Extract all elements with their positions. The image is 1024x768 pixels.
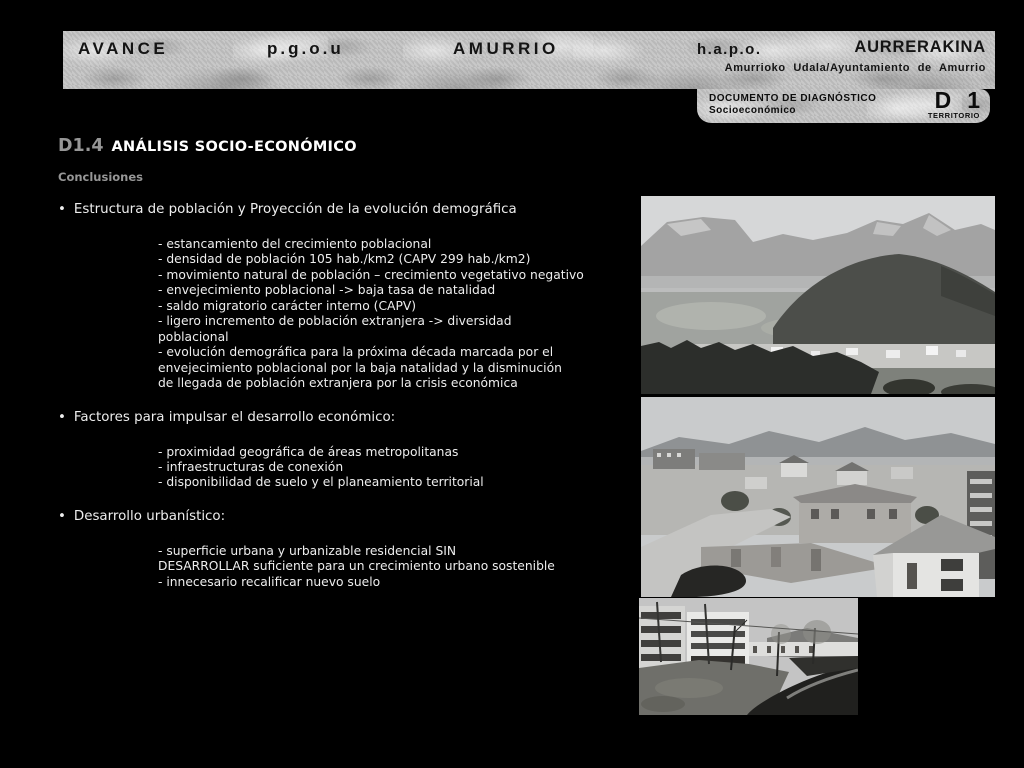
document-tag-text — [709, 93, 876, 117]
document-tag-line1: DOCUMENTO DE DIAGNÓSTICO — [709, 93, 877, 104]
bullet-text: Desarrollo urbanístico: — [73, 508, 226, 524]
detail-line: - estancamiento del crecimiento poblacional — [158, 237, 432, 251]
detail-line: - evolución demográfica para la próxima década marcada por el — [158, 345, 554, 360]
page-title — [58, 136, 357, 156]
banner-subtitle: Amurrioko Udala/Ayuntamiento de Amurrio — [724, 62, 986, 74]
document-code-letter: D — [934, 87, 952, 113]
photo-town-aerial — [641, 397, 995, 597]
detail-line: - densidad de población 105 hab./km2 (CAPV 299 hab./km2) — [158, 252, 531, 267]
detail-line: - movimiento natural de población – crecimiento vegetativo negativo — [158, 267, 584, 282]
bullet-details — [158, 237, 643, 392]
document-code-number: 1 — [967, 87, 980, 113]
photo-valley-panorama — [641, 196, 995, 394]
detail-line: - disponibilidad de suelo y el planeamiento territorial — [158, 475, 484, 490]
bullet-icon: • — [58, 409, 66, 425]
detail-line: DESARROLLAR suficiente para un crecimiento urbano sostenible — [158, 559, 555, 574]
detail-line: envejecimiento poblacional por la baja natalidad y la disminución — [158, 360, 562, 375]
banner-label-aurrerakina: AURRERAKINA — [854, 38, 986, 56]
subsection-title: Conclusiones — [58, 170, 143, 184]
document-code-caption: TERRITORIO — [927, 111, 980, 120]
detail-line: - innecesario recalificar nuevo suelo — [158, 574, 381, 589]
bullet-section-demografia — [58, 201, 643, 392]
bullet-details — [158, 445, 643, 491]
photo-river-buildings — [639, 598, 858, 715]
header-banner — [63, 31, 995, 89]
bullet-section-factores — [58, 409, 643, 491]
bullet-section-urbanistico — [58, 508, 643, 590]
bullet-heading — [58, 201, 643, 218]
town-aerial-image — [641, 397, 995, 597]
banner-label-avance: AVANCE — [78, 39, 169, 58]
river-buildings-image — [639, 598, 858, 715]
banner-label-pgou: p.g.o.u — [267, 39, 344, 58]
conclusions-content — [58, 201, 643, 607]
valley-panorama-image — [641, 196, 995, 394]
bullet-text: Estructura de población y Proyección de la evolución demográfica — [73, 202, 517, 217]
document-tag-line2: Socioeconómico — [709, 105, 797, 116]
bullet-text: Factores para impulsar el desarrollo económico: — [73, 409, 396, 425]
detail-line: de llegada de población extranjera por la crisis económica — [158, 376, 518, 391]
banner-label-amurrio: AMURRIO — [453, 39, 559, 58]
banner-label-hapo: h.a.p.o. — [697, 41, 762, 58]
section-code: D1.4 — [58, 136, 104, 156]
section-title: ANÁLISIS SOCIO-ECONÓMICO — [111, 139, 357, 155]
detail-line: - ligero incremento de población extranjera -> diversidad — [158, 314, 512, 329]
bullet-heading — [58, 409, 643, 426]
bullet-icon: • — [58, 202, 66, 217]
detail-line: - infraestructuras de conexión — [158, 459, 344, 474]
document-tag — [697, 89, 990, 123]
bullet-heading — [58, 508, 643, 525]
detail-line: poblacional — [158, 329, 229, 344]
bullet-details — [158, 544, 643, 590]
document-code — [928, 89, 980, 120]
detail-line: - envejecimiento poblacional -> baja tasa de natalidad — [158, 283, 496, 298]
detail-line: - superficie urbana y urbanizable residencial SIN — [158, 543, 457, 558]
detail-line: - proximidad geográfica de áreas metropolitanas — [158, 444, 459, 459]
bullet-icon: • — [58, 508, 66, 524]
detail-line: - saldo migratorio carácter interno (CAPV) — [158, 298, 417, 313]
